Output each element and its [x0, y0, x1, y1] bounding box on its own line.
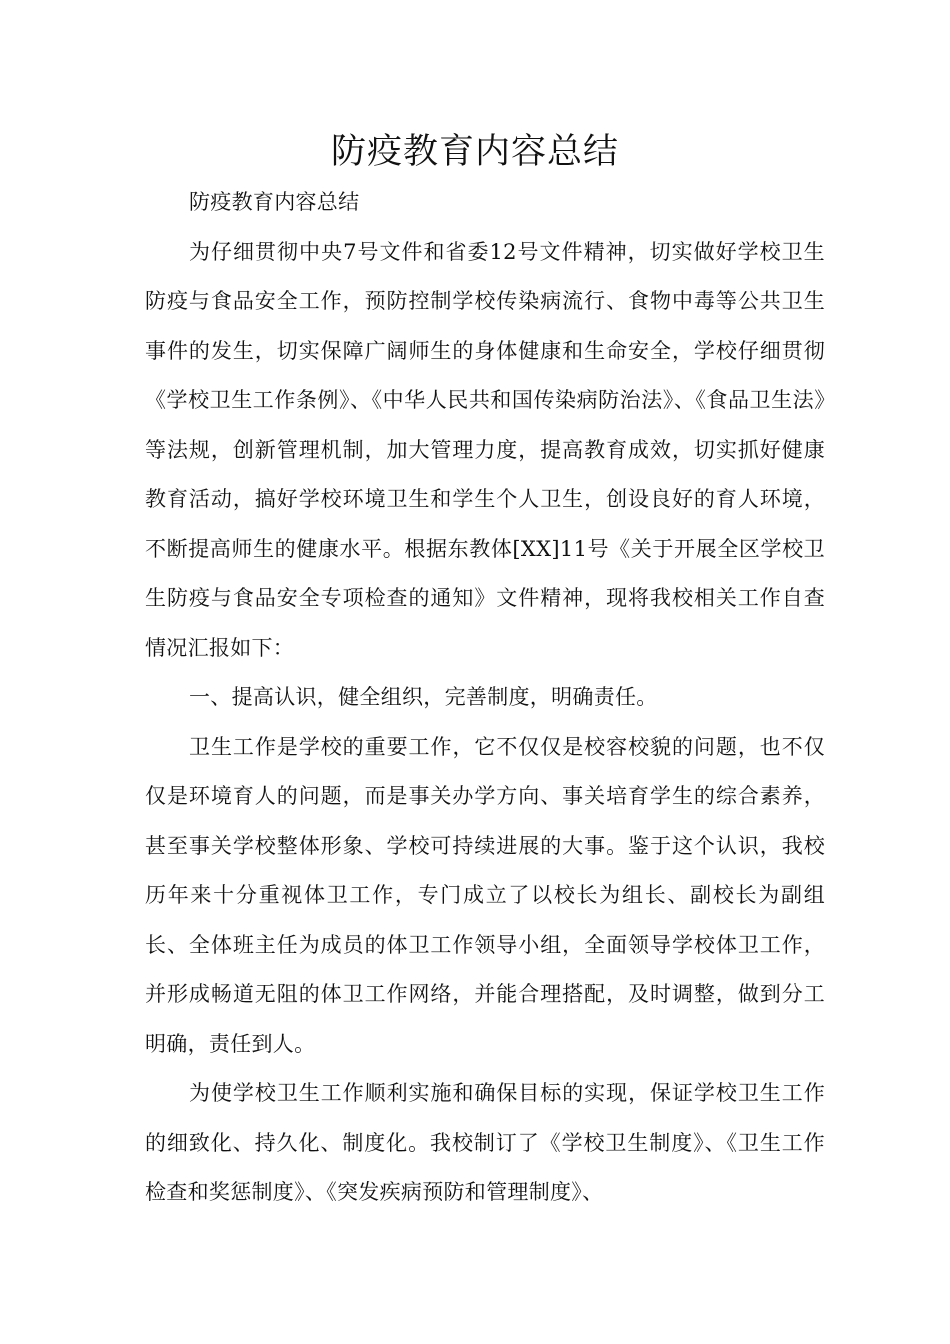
- paragraph-section-body: 卫生工作是学校的重要工作，它不仅仅是校容校貌的问题，也不仅仅是环境育人的问题，而是事关办学方向、事关培育学生的综合素养，甚至事关学校整体形象、学校可持续进展的大事。鉴于这个认识，我校历年来十分重视体卫工作，专门成立了以校长为组长、副校长为副组长、全体班主任为成员的体卫工作领导小组，全面领导学校体卫工作，并形成畅道无阻的体卫工作网络，并能合理搭配，及时调整，做到分工明确，责任到人。: [145, 734, 825, 1056]
- document-body: [145, 178, 825, 1218]
- paragraph-intro: 为仔细贯彻中央7号文件和省委12号文件精神，切实做好学校卫生防疫与食品安全工作，预防控制学校传染病流行、食物中毒等公共卫生事件的发生，切实保障广阔师生的身体健康和生命安全，学校仔细贯彻《学校卫生工作条例》、《中华人民共和国传染病防治法》、《食品卫生法》等法规，创新管理机制，加大管理力度，提高教育成效，切实抓好健康教育活动，搞好学校环境卫生和学生个人卫生，创设良好的育人环境，不断提高师生的健康水平。根据东教体[XX]11号《关于开展全区学校卫生防疫与食品安全专项检查的通知》文件精神，现将我校相关工作自查情况汇报如下：: [145, 239, 825, 660]
- paragraph-rules: 为使学校卫生工作顺利实施和确保目标的实现，保证学校卫生工作的细致化、持久化、制度化。我校制订了《学校卫生制度》、《卫生工作检查和奖惩制度》、《突发疾病预防和管理制度》、: [145, 1081, 825, 1204]
- document-title: 防疫教育内容总结: [330, 132, 619, 172]
- paragraph-section-heading: 一、提高认识，健全组织，完善制度，明确责任。: [189, 685, 658, 709]
- paragraph-subtitle: 防疫教育内容总结: [189, 190, 360, 214]
